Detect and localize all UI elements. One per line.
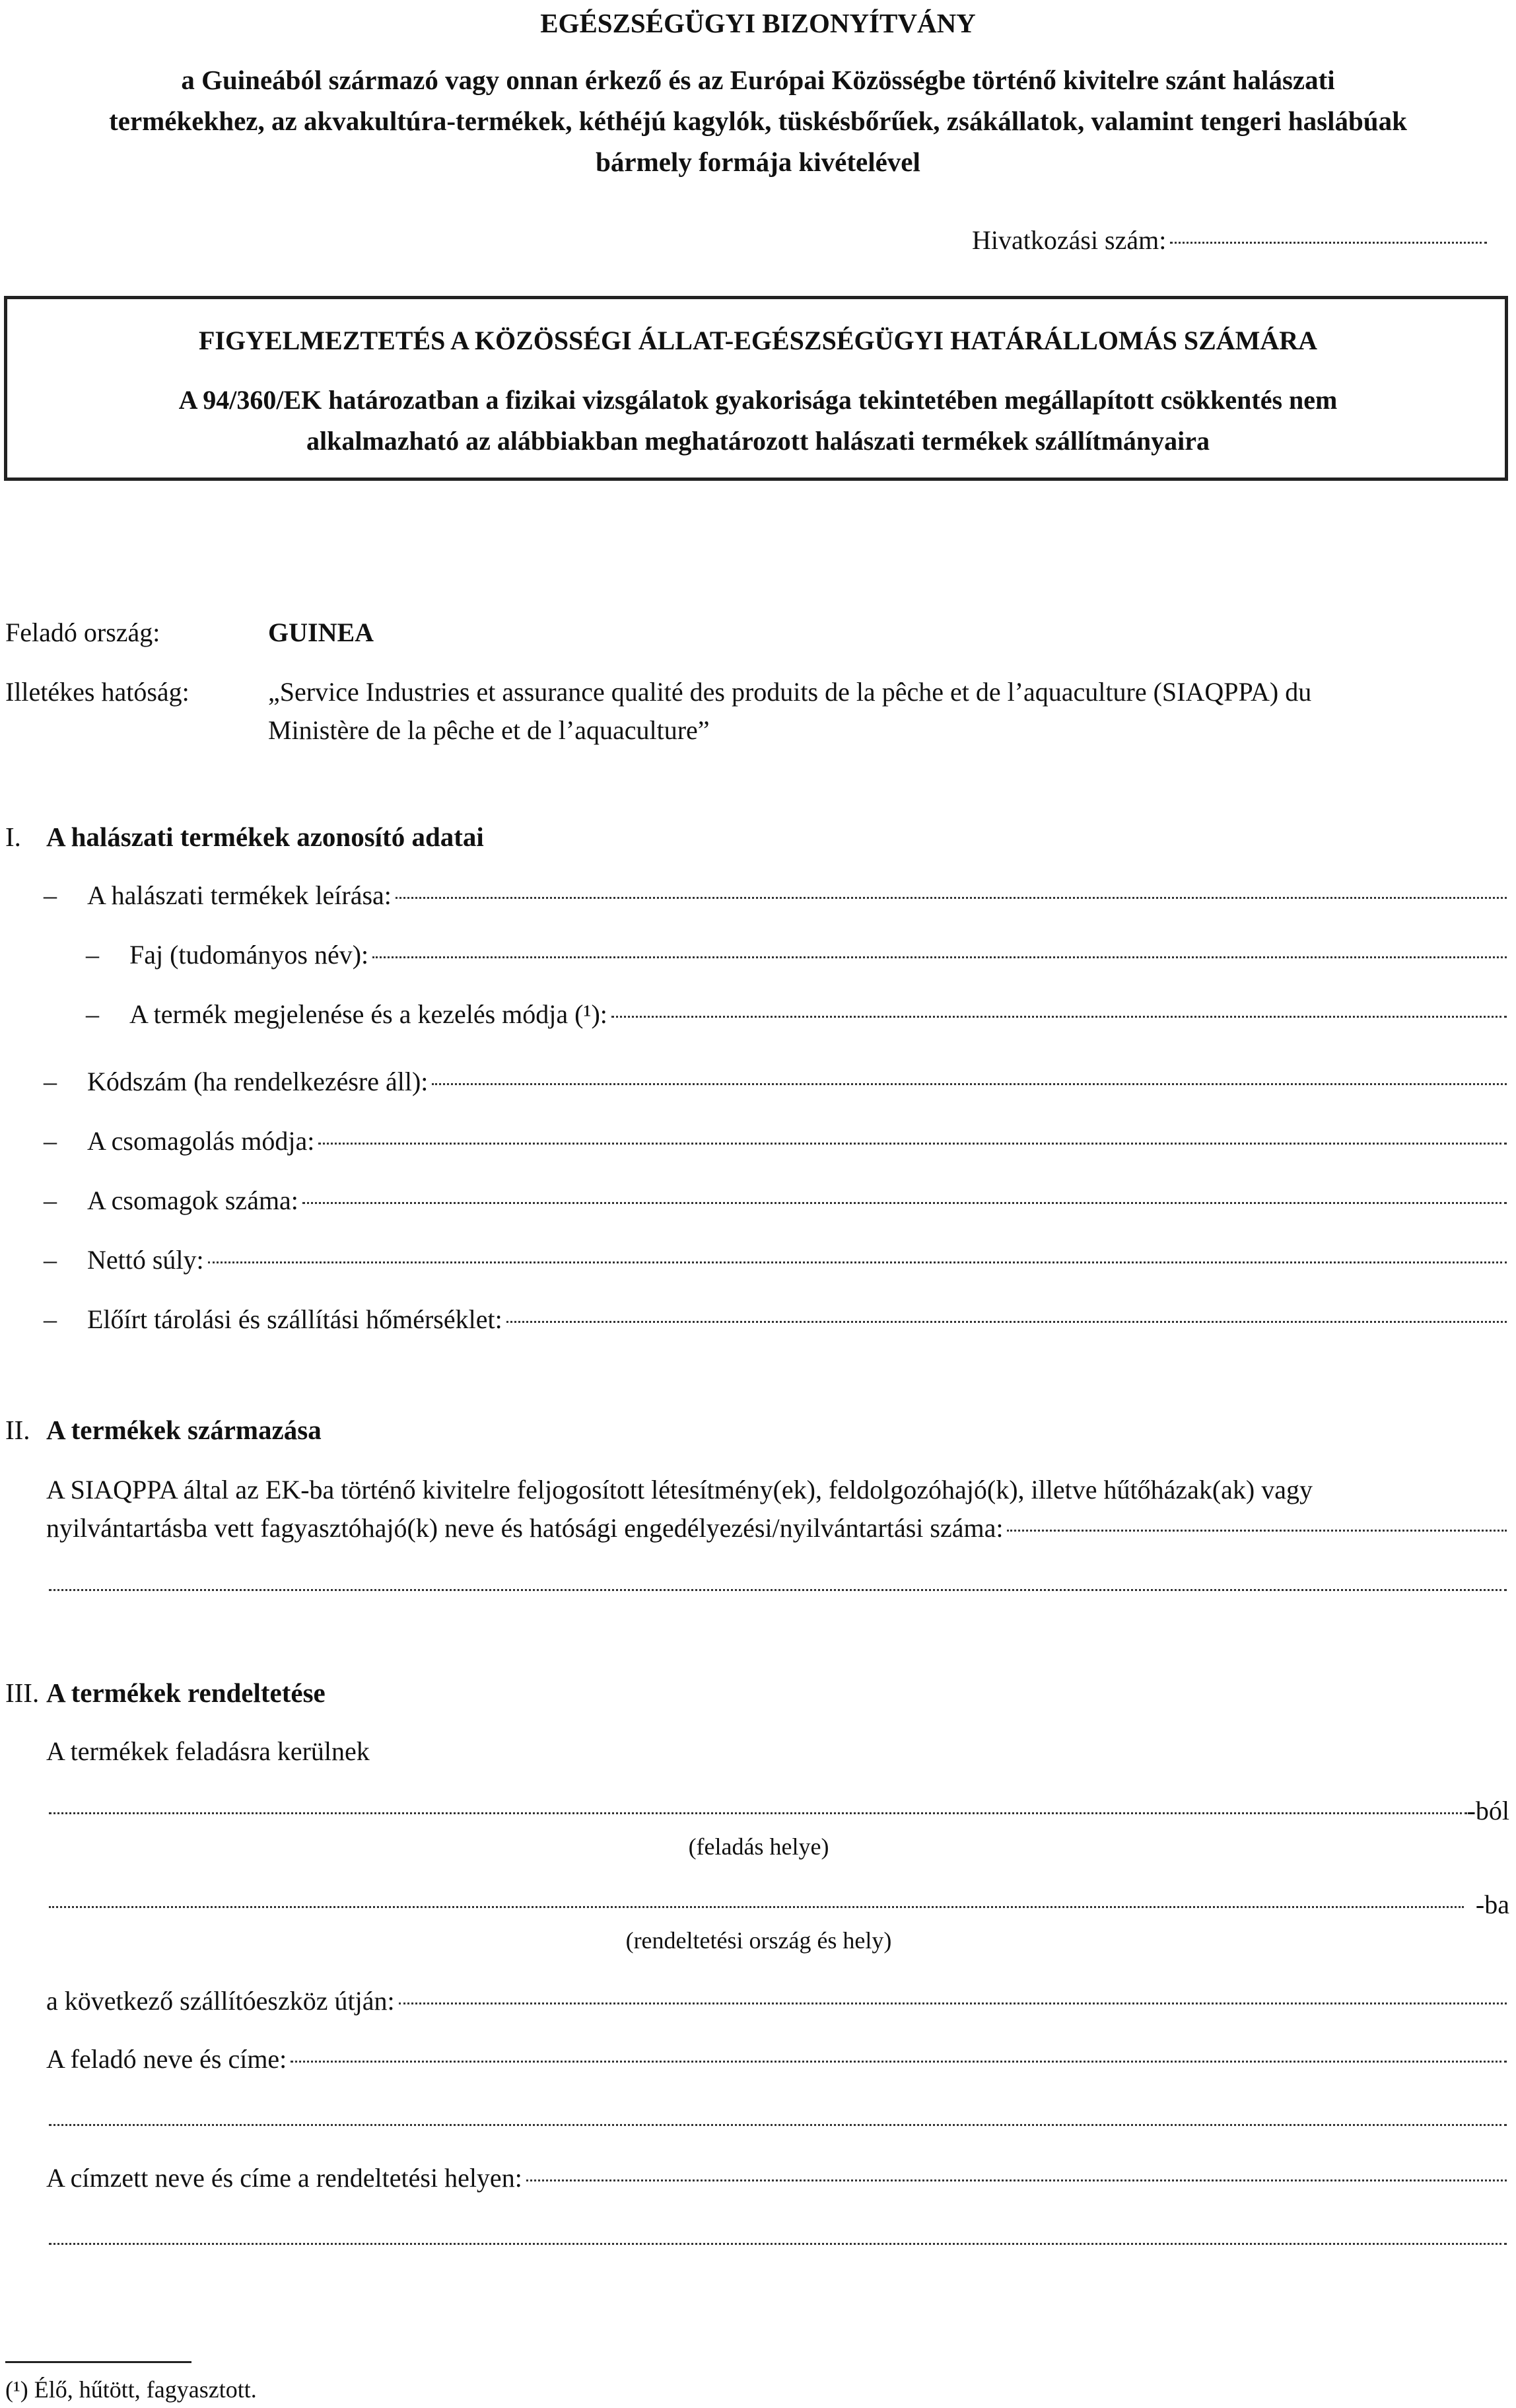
destination-caption: (rendeltetési ország és hely) xyxy=(625,1927,892,1954)
sender-label: A feladó neve és címe: xyxy=(46,2044,287,2074)
sender-country-value: GUINEA xyxy=(268,618,374,647)
reference-number-field[interactable] xyxy=(972,222,1487,259)
section-2-number: II. xyxy=(5,1415,30,1445)
section-3-title: A termékek rendeltetése xyxy=(46,1678,326,1708)
consignee-label: A címzett neve és címe a rendeltetési helyen: xyxy=(46,2163,522,2193)
packaging-field[interactable] xyxy=(44,1123,1507,1160)
establishment-field[interactable] xyxy=(46,1510,1507,1547)
sender-field[interactable] xyxy=(46,2041,1507,2078)
description-dots xyxy=(396,897,1507,899)
dispatch-place-suffix: -ból xyxy=(1466,1796,1509,1825)
warning-text-line-2: alkalmazható az alábbiakban meghatározott halászati termékek szállítmányaira xyxy=(306,426,1210,456)
net-weight-dots xyxy=(208,1261,1507,1263)
document-title: EGÉSZSÉGÜGYI BIZONYÍTVÁNY xyxy=(540,8,976,38)
warning-text-line-1: A 94/360/EK határozatban a fizikai vizsgálatok gyakorisága tekintetében megállapított csökkentés nem xyxy=(178,385,1338,415)
code-dots xyxy=(432,1083,1507,1085)
presentation-dots xyxy=(611,1016,1507,1018)
dash-marker: – xyxy=(86,940,99,970)
destination-field[interactable] xyxy=(49,1886,1509,1923)
dash-marker: – xyxy=(44,1245,57,1275)
section-1-number: I. xyxy=(5,822,21,852)
dash-marker: – xyxy=(44,880,57,910)
warning-heading: FIGYELMEZTETÉS A KÖZÖSSÉGI ÁLLAT-EGÉSZSÉGÜGYI HATÁRÁLLOMÁS SZÁMÁRA xyxy=(198,326,1318,355)
section-1-title: A halászati termékek azonosító adatai xyxy=(46,822,484,852)
dash-marker: – xyxy=(86,999,99,1029)
destination-suffix: -ba xyxy=(1475,1890,1509,1919)
reference-number-dots xyxy=(1170,242,1487,244)
destination-dots xyxy=(49,1906,1464,1908)
sender-country-label: Feladó ország: xyxy=(5,618,160,647)
authority-label: Illetékes hatóság: xyxy=(5,677,190,707)
species-label: Faj (tudományos név): xyxy=(129,940,369,970)
consignee-dots xyxy=(526,2179,1507,2181)
section-2-text-line-2: nyilvántartásba vett fagyasztóhajó(k) neve és hatósági engedélyezési/nyilvántartási száma: xyxy=(46,1513,1004,1543)
reference-number-label: Hivatkozási szám: xyxy=(972,225,1167,255)
consignee-continuation-dots[interactable] xyxy=(49,2243,1507,2245)
presentation-field[interactable] xyxy=(86,996,1507,1033)
section-3-number: III. xyxy=(5,1678,40,1708)
packages-field[interactable] xyxy=(44,1182,1507,1219)
section-2-text-line-1: A SIAQPPA által az EK-ba történő kivitelre feljogosított létesítmény(ek), feldolgozóhajó(k), illetve hűtőházak(ak) vagy xyxy=(46,1475,1313,1505)
code-field[interactable] xyxy=(44,1063,1507,1100)
presentation-label: A termék megjelenése és a kezelés módja (¹): xyxy=(129,999,607,1029)
net-weight-label: Nettó súly: xyxy=(87,1245,204,1275)
packaging-dots xyxy=(318,1143,1507,1145)
transport-dots xyxy=(399,2002,1507,2004)
packages-dots xyxy=(302,1202,1507,1204)
description-label: A halászati termékek leírása: xyxy=(87,880,392,910)
establishment-continuation-dots[interactable] xyxy=(49,1589,1507,1591)
footnote: (¹) Élő, hűtött, fagyasztott. xyxy=(5,2376,257,2403)
section-2-title: A termékek származása xyxy=(46,1415,322,1445)
packaging-label: A csomagolás módja: xyxy=(87,1126,315,1156)
dispatch-place-dots xyxy=(49,1812,1467,1814)
species-dots xyxy=(372,956,1507,958)
transport-field[interactable] xyxy=(46,1983,1507,2020)
footnote-separator xyxy=(5,2361,191,2363)
dash-marker: – xyxy=(44,1186,57,1215)
sender-continuation-dots[interactable] xyxy=(49,2124,1507,2126)
dash-marker: – xyxy=(44,1126,57,1156)
dispatch-intro: A termékek feladásra kerülnek xyxy=(46,1736,370,1766)
dash-marker: – xyxy=(44,1067,57,1096)
dispatch-place-field[interactable] xyxy=(49,1792,1509,1829)
temperature-field[interactable] xyxy=(44,1301,1507,1338)
subtitle-line-1: a Guineából származó vagy onnan érkező és az Európai Közösségbe történő kivitelre szánt halászati xyxy=(181,65,1335,95)
consignee-field[interactable] xyxy=(46,2160,1507,2197)
subtitle-line-2: termékekhez, az akvakultúra-termékek, kéthéjú kagylók, tüskésbőrűek, zsákállatok, valamint tengeri haslábúak xyxy=(109,106,1407,136)
code-label: Kódszám (ha rendelkezésre áll): xyxy=(87,1067,429,1096)
species-field[interactable] xyxy=(86,937,1507,974)
dispatch-place-caption: (feladás helye) xyxy=(688,1833,829,1860)
temperature-dots xyxy=(506,1321,1507,1323)
temperature-label: Előírt tárolási és szállítási hőmérséklet: xyxy=(87,1304,502,1334)
establishment-dots xyxy=(1007,1530,1507,1532)
description-field[interactable] xyxy=(44,877,1507,914)
authority-value-line-1: „Service Industries et assurance qualité des produits de la pêche et de l’aquaculture (SIAQPPA) du xyxy=(268,677,1312,707)
net-weight-field[interactable] xyxy=(44,1242,1507,1279)
dash-marker: – xyxy=(44,1304,57,1334)
authority-value-line-2: Ministère de la pêche et de l’aquaculture” xyxy=(268,715,710,745)
sender-dots xyxy=(291,2061,1507,2063)
subtitle-line-3: bármely formája kivételével xyxy=(596,147,920,177)
packages-label: A csomagok száma: xyxy=(87,1186,298,1215)
transport-label: a következő szállítóeszköz útján: xyxy=(46,1986,395,2016)
